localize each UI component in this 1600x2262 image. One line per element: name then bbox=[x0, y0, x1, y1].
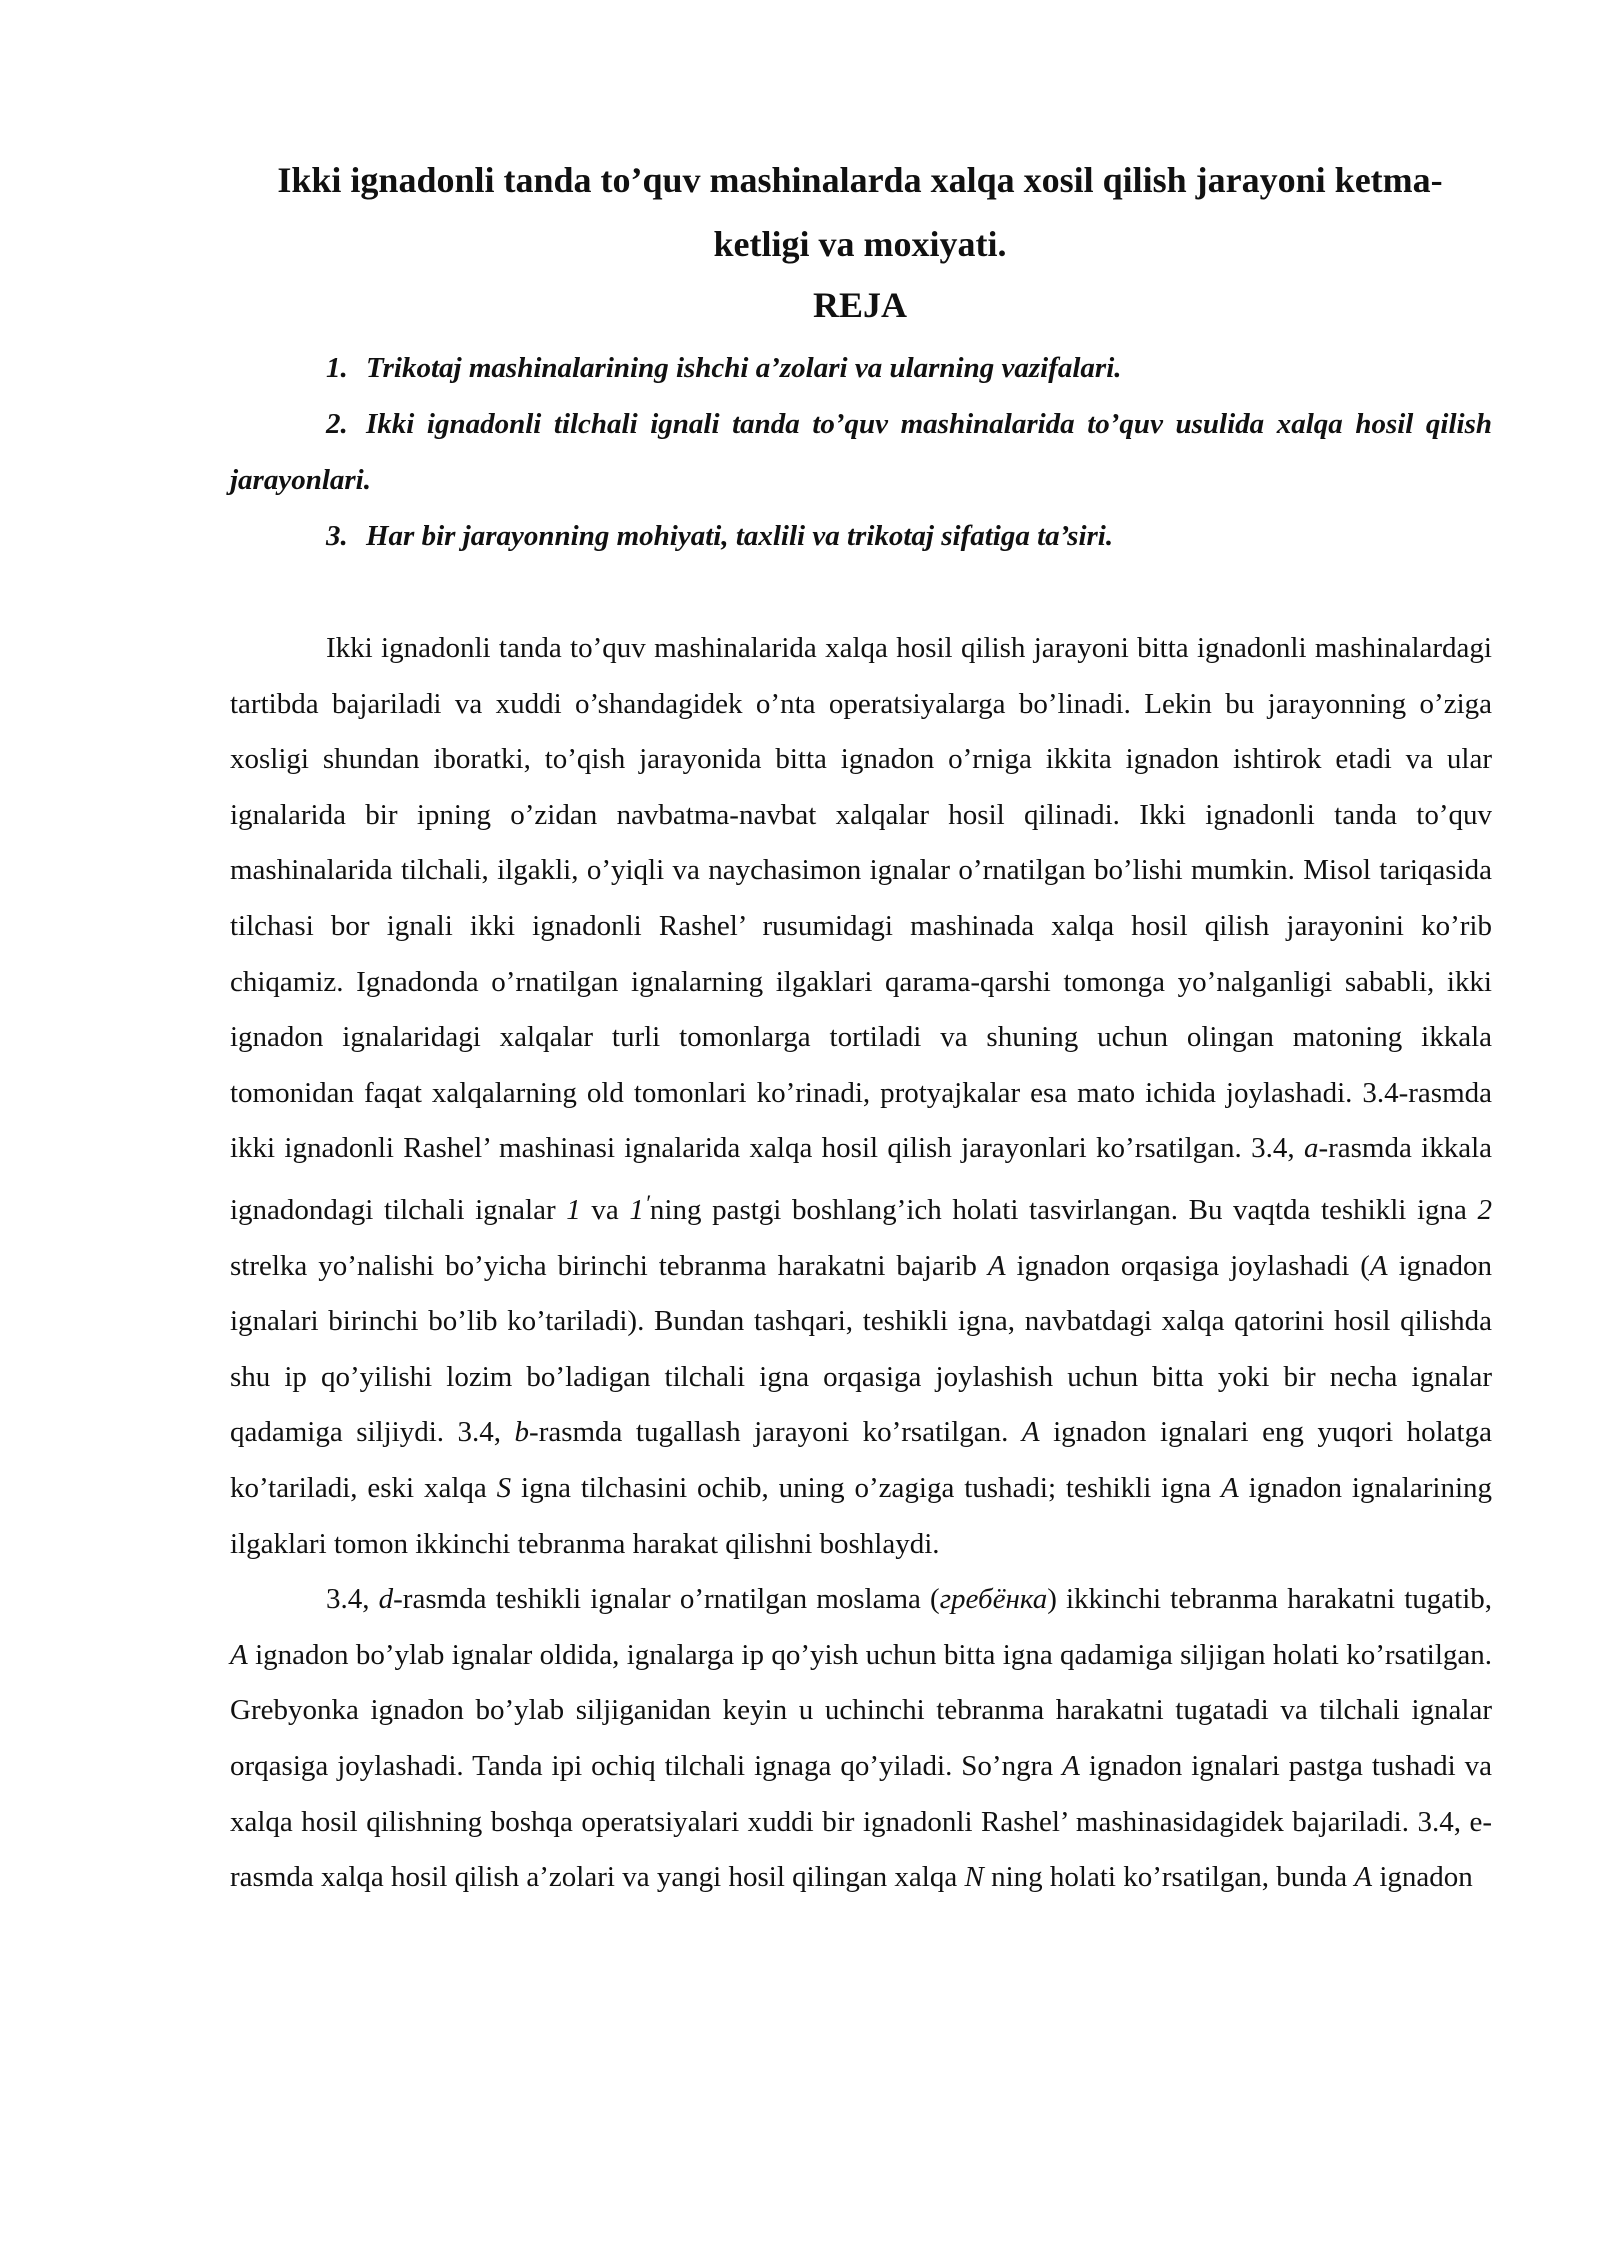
text-run: ignadon bbox=[1372, 1861, 1473, 1894]
plan-item-text: Trikotaj mashinalarining ishchi a’zolari va ularning vazifalari. bbox=[366, 352, 1122, 384]
body-text bbox=[230, 621, 1492, 1906]
italic-run: A bbox=[1062, 1749, 1080, 1782]
text-run: ) ikkinchi tebranma harakatni tugatib, bbox=[1047, 1583, 1493, 1616]
plan-item-number: 1. bbox=[326, 352, 348, 384]
paragraph bbox=[230, 1572, 1492, 1906]
prime-mark: ′ bbox=[644, 1190, 650, 1217]
document-title bbox=[230, 148, 1490, 276]
italic-run: A bbox=[230, 1638, 248, 1671]
plan-item bbox=[230, 396, 1492, 508]
plan-item-number: 2. bbox=[326, 408, 348, 440]
italic-run: S bbox=[496, 1472, 512, 1505]
title-line-2: ketligi va moxiyati. bbox=[713, 224, 1007, 264]
plan-heading: REJA bbox=[812, 285, 907, 325]
text-run: ignadon ignalari pastga tushadi va xalqa hosil qilishning boshqa operatsiyalari xuddi bir ignadonli Rashel’ mashinasidagidek bajariladi. 3.4, e-rasmda xalqa hosil qilish a’zolari va yangi hosil qilingan xalqa bbox=[230, 1749, 1492, 1894]
text-run: -rasmda ikkala ignadondagi tilchali ignalar bbox=[230, 1132, 1493, 1227]
text-run: ning pastgi boshlang’ich holati tasvirlangan. Bu vaqtda teshikli igna bbox=[649, 1194, 1478, 1227]
text-run: ning holati ko’rsatilgan, bunda bbox=[983, 1861, 1355, 1894]
text-run: ignadon ignalarining ilgaklari tomon ikkinchi tebranma harakat qilishni boshlaydi. bbox=[230, 1472, 1493, 1560]
italic-run: b bbox=[514, 1416, 530, 1449]
italic-run: A bbox=[1220, 1472, 1239, 1505]
text-run: -rasmda tugallash jarayoni ko’rsatilgan. bbox=[529, 1416, 1022, 1449]
italic-run: N bbox=[964, 1861, 984, 1894]
italic-run: 1 bbox=[629, 1194, 644, 1227]
text-run: 3.4, bbox=[326, 1583, 379, 1616]
plan-list bbox=[230, 340, 1492, 564]
text-run: Ikki ignadonli tanda to’quv mashinalarida xalqa hosil qilish jarayoni bitta ignadonli mashinalardagi tartibda bajariladi va xuddi o’shandagidek o’nta operatsiyalarga bo’linadi. Lekin bu jarayonning o’ziga xosligi shundan iboratki, to’qish jarayonida bitta ignadon o’rniga ikkita ignadon ishtirok etadi va ular ignalarida bir ipning o’zidan navbatma-navbat xalqalar hosil qilinadi. Ikki ignadonli tanda to’quv mashinalarida tilchali, ilgakli, o’yiqli va naychasimon ignalar o’rnatilgan bo’lishi mumkin. Misol tariqasida tilchasi bor ignali ikki ignadonli Rashel’ rusumidagi mashinada xalqa hosil qilish jarayonini ko’rib chiqamiz. Ignadonda o’rnatilgan ignalarning ilgaklari qarama-qarshi tomonga yo’nalganligi sababli, ikki ignadon ignalaridagi xalqalar turli tomonlarga tortiladi va shuning uchun olingan matoning ikkala tomonidan faqat xalqalarning old tomonlari ko’rinadi, protyajkalar esa mato ichida joylashadi. 3.4-rasmda ikki ignadonli Rashel’ mashinasi ignalarida xalqa hosil qilish jarayonlari ko’rsatilgan. 3.4, bbox=[230, 632, 1492, 1165]
text-run: igna tilchasini ochib, uning o’zagiga tushadi; teshikli igna bbox=[511, 1472, 1221, 1505]
italic-run: 2 bbox=[1477, 1194, 1492, 1227]
italic-run: a bbox=[1303, 1132, 1319, 1165]
italic-run: A bbox=[1369, 1249, 1388, 1282]
plan-item-text: Ikki ignadonli tilchali ignali tanda to’quv mashinalarida to’quv usulida xalqa hosil qilish jarayonlari. bbox=[230, 408, 1492, 496]
title-line-1: Ikki ignadonli tanda to’quv mashinalarda xalqa xosil qilish jarayoni ketma- bbox=[277, 160, 1443, 200]
text-run: ignadon orqasiga joylashadi ( bbox=[1005, 1249, 1370, 1282]
text-run: ignadon ignalari eng yuqori holatga ko’tariladi, eski xalqa bbox=[230, 1416, 1492, 1505]
text-run: -rasmda teshikli ignalar o’rnatilgan moslama ( bbox=[393, 1583, 940, 1616]
italic-run: A bbox=[1354, 1861, 1373, 1894]
plan-item-number: 3. bbox=[326, 520, 348, 552]
plan-item bbox=[230, 340, 1492, 396]
italic-run: 1 bbox=[566, 1194, 581, 1227]
plan-item bbox=[230, 508, 1492, 564]
italic-run: A bbox=[987, 1249, 1006, 1282]
text-run: strelka yo’nalishi bo’yicha birinchi tebranma harakatni bajarib bbox=[230, 1249, 988, 1282]
text-run: ignadon bo’ylab ignalar oldida, ignalarga ip qo’yish uchun bitta igna qadamiga siljigan holati ko’rsatilgan. Grebyonka ignadon bo’ylab siljiganidan keyin u uchinchi tebranma harakatni tugatadi va tilchali ignalar orqasiga joylashadi. Tanda ipi ochiq tilchali ignaga qo’yiladi. So’ngra bbox=[230, 1638, 1492, 1782]
text-run: va bbox=[580, 1194, 630, 1227]
italic-run: A bbox=[1021, 1416, 1040, 1449]
plan-item-text: Har bir jarayonning mohiyati, taxlili va trikotaj sifatiga ta’siri. bbox=[366, 520, 1114, 552]
text-run: ignadon ignalari birinchi bo’lib ko’tariladi). Bundan tashqari, teshikli igna, navbatdagi xalqa qatorini hosil qilishda shu ip qo’yilishi lozim bo’ladigan tilchali igna orqasiga joylashish uchun bitta yoki bir necha ignalar qadamiga siljiydi. 3.4, bbox=[230, 1249, 1493, 1449]
italic-run: гребёнка bbox=[939, 1583, 1048, 1616]
italic-run: d bbox=[378, 1583, 394, 1616]
paragraph bbox=[230, 621, 1492, 1572]
